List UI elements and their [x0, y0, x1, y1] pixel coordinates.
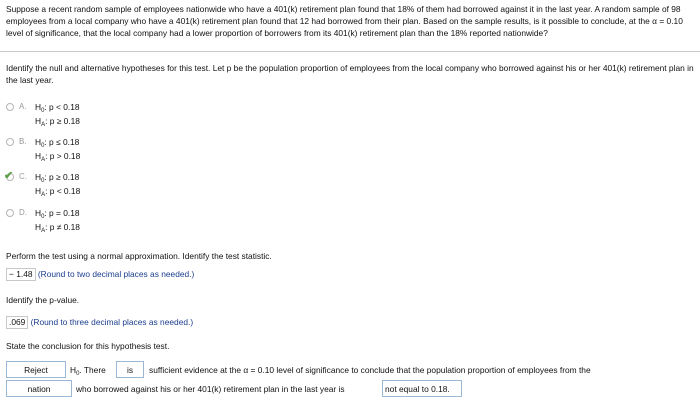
option-d[interactable]: [6, 207, 206, 235]
test-statistic-answer-row: [6, 268, 194, 281]
option-letter: B.: [19, 137, 27, 146]
comparison-dropdown[interactable]: not equal to 0.18.: [382, 380, 462, 397]
option-a[interactable]: [6, 101, 206, 129]
conclusion-line-2: who borrowed against his or her 401(k) retirement plan in the last year is: [76, 384, 345, 394]
divider: [0, 51, 700, 52]
alt-hypothesis: $H_A$: p < 0.18: [35, 186, 81, 198]
problem-statement: Suppose a recent random sample of employees nationwide who have a 401(k) retirement plan found that 18% of them had borrowed against it in the last year. A random sample of 98 employees from a local company who have a 401(k) retirement plan found that 12 had borrowed from their plan. Based on the sample results, is it possible to conclude, at the α = 0.10 level of significance, that the local company had a lower proportion of borrowers from its 401(k) retirement plan than the 18% reported nationwide?: [6, 4, 683, 38]
decision-dropdown-continued[interactable]: nation: [6, 380, 72, 397]
radio-button[interactable]: [6, 138, 14, 146]
conclusion-question: State the conclusion for this hypothesis test.: [6, 341, 170, 351]
test-statistic-value[interactable]: − 1.48: [6, 268, 36, 281]
test-statistic-question: Perform the test using a normal approximation. Identify the test statistic.: [6, 251, 272, 261]
alt-hypothesis: $H_A$: p ≥ 0.18: [35, 116, 80, 128]
test-statistic-hint: (Round to two decimal places as needed.): [37, 269, 195, 279]
radio-button[interactable]: [6, 209, 14, 217]
radio-button[interactable]: [6, 103, 14, 111]
hypotheses-question: Identify the null and alternative hypotheses for this test. Let p be the population proportion of employees from the local company who borrowed against his or her 401(k) retirement plan in the last year.: [6, 63, 694, 85]
option-letter: A.: [19, 102, 27, 111]
alt-hypothesis: $H_A$: p ≠ 0.18: [35, 222, 80, 234]
p-value-question: Identify the p-value.: [6, 295, 80, 305]
decision-dropdown[interactable]: Reject: [6, 361, 66, 378]
alt-hypothesis: $H_A$: p > 0.18: [35, 151, 81, 163]
null-hypothesis: $H_0$: p ≥ 0.18: [35, 172, 80, 184]
evidence-dropdown[interactable]: is: [116, 361, 144, 378]
null-hypothesis: $H_0$: p = 0.18: [35, 208, 80, 220]
h0-reference: $H_0$. There: [70, 365, 106, 377]
checkmark-icon: ✔: [4, 170, 14, 182]
option-b[interactable]: [6, 136, 206, 164]
null-hypothesis: $H_0$: p ≤ 0.18: [35, 137, 80, 149]
option-letter: D.: [19, 208, 27, 217]
p-value-answer-row: [6, 316, 193, 329]
conclusion-line-1: sufficient evidence at the α = 0.10 level of significance to conclude that the population proportion of employees from the: [149, 365, 591, 375]
option-letter: C.: [19, 172, 27, 181]
p-value-hint: (Round to three decimal places as needed.): [30, 317, 194, 327]
p-value-value[interactable]: .069: [6, 316, 28, 329]
null-hypothesis: $H_0$: p < 0.18: [35, 102, 80, 114]
option-c[interactable]: [6, 171, 206, 199]
